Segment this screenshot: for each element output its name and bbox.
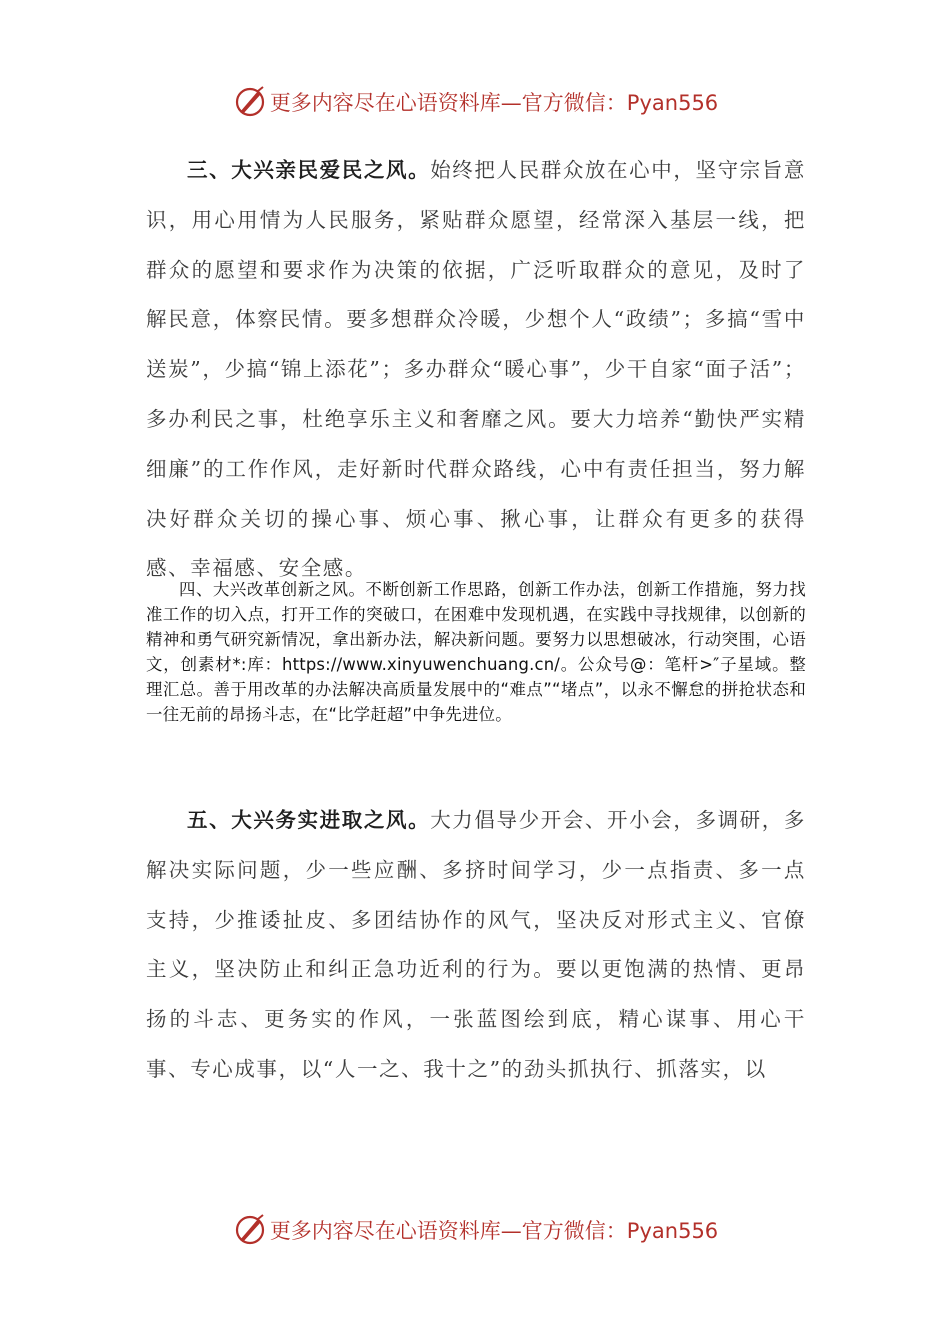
section-4-paragraph: 四、大兴改革创新之风。不断创新工作思路，创新工作办法，创新工作措施，努力找准工作的切入点，打开工作的突破口，在困难中发现机遇，在实践中寻找规律，以创新的精神和勇气研究新情况，拿出新办法，解决新问题。要努力以思想破冰，行动突围，心语文，创素材*:库：https://www.xinyuwenchuang.cn/。公众号@：笔杆>″子星域。整理汇总。善于用改革的办法解决高质量发展中的“难点”“堵点”，以永不懈怠的拼抢状态和一往无前的昂扬斗志，在“比学赶超”中争先进位。 bbox=[146, 580, 806, 724]
section-3-paragraph bbox=[146, 146, 806, 594]
banner-text: 更多内容尽在心语资料库—官方微信：Pyan556 bbox=[269, 91, 719, 115]
section-5-heading: 五、大兴务实进取之风。 bbox=[187, 808, 431, 832]
section-3-body: 始终把人民群众放在心中，坚守宗旨意识，用心用情为人民服务，紧贴群众愿望，经常深入基层一线，把群众的愿望和要求作为决策的依据，广泛听取群众的意见，及时了解民意，体察民情。要多想群众冷暖，少想个人“政绩”；多搞“雪中送炭”，少搞“锦上添花”；多办群众“暖心事”，少干自家“面子活”；多办利民之事，杜绝享乐主义和奢靡之风。要大力培养“勤快严实精细廉”的工作作风，走好新时代群众路线，心中有责任担当，努力解决好群众关切的操心事、烦心事、揪心事，让群众有更多的获得感、幸福感、安全感。 bbox=[146, 158, 806, 581]
section-3-heading: 三、大兴亲民爱民之风。 bbox=[187, 158, 431, 182]
footer-banner bbox=[0, 1210, 950, 1250]
quill-pen-circle-icon bbox=[232, 84, 268, 120]
quill-pen-circle-icon bbox=[232, 1212, 268, 1248]
footer-banner-text: 更多内容尽在心语资料库—官方微信：Pyan556 bbox=[269, 1219, 719, 1243]
section-5-paragraph bbox=[146, 796, 806, 1095]
section-5-body: 大力倡导少开会、开小会，多调研，多解决实际问题，少一些应酬、多挤时间学习，少一点指责、多一点支持，少推诿扯皮、多团结协作的风气，坚决反对形式主义、官僚主义，坚决防止和纠正急功近利的行为。要以更饱满的热情、更昂扬的斗志、更务实的作风，一张蓝图绘到底，精心谋事、用心干事、专心成事，以“人一之、我十之”的劲头抓执行、抓落实，以 bbox=[146, 808, 806, 1081]
header-banner bbox=[0, 82, 950, 122]
